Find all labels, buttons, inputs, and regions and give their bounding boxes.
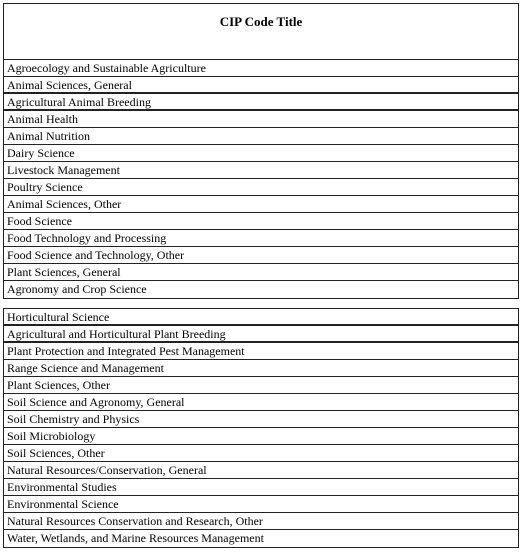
table-row: Soil Sciences, Other: [4, 445, 518, 462]
table-row: Livestock Management: [4, 162, 518, 179]
table-row: Environmental Studies: [4, 479, 518, 496]
table-row: Food Technology and Processing: [4, 230, 518, 247]
table-row: Poultry Science: [4, 179, 518, 196]
cip-table-part-2: [3, 308, 519, 548]
cip-table-part-1: [3, 3, 519, 299]
table-row: Environmental Science: [4, 496, 518, 513]
table-row: Animal Health: [4, 111, 518, 128]
table-row: Animal Sciences, Other: [4, 196, 518, 213]
table-row: Food Science and Technology, Other: [4, 247, 518, 264]
table-row: Soil Microbiology: [4, 428, 518, 445]
table-row: Plant Sciences, Other: [4, 377, 518, 394]
table-row: Soil Science and Agronomy, General: [4, 394, 518, 411]
table-row: Plant Sciences, General: [4, 264, 518, 281]
table-row: Agroecology and Sustainable Agriculture: [4, 60, 518, 77]
table-row: Agricultural Animal Breeding: [4, 94, 518, 111]
table-row: Animal Nutrition: [4, 128, 518, 145]
table-row: Plant Protection and Integrated Pest Management: [4, 343, 518, 360]
table-row: Natural Resources/Conservation, General: [4, 462, 518, 479]
table-row: Food Science: [4, 213, 518, 230]
table-row: Natural Resources Conservation and Research, Other: [4, 513, 518, 530]
table-row: Range Science and Management: [4, 360, 518, 377]
table-row: Agronomy and Crop Science: [7, 282, 147, 296]
table-row: Agricultural and Horticultural Plant Breeding: [4, 326, 518, 343]
table-row: Soil Chemistry and Physics: [4, 411, 518, 428]
table-row: Dairy Science: [4, 145, 518, 162]
table-row: Animal Sciences, General: [4, 77, 518, 94]
table-row: Horticultural Science: [4, 309, 518, 326]
table-row: Water, Wetlands, and Marine Resources Management: [7, 531, 264, 545]
table-header-cip-code-title: CIP Code Title: [4, 4, 518, 60]
